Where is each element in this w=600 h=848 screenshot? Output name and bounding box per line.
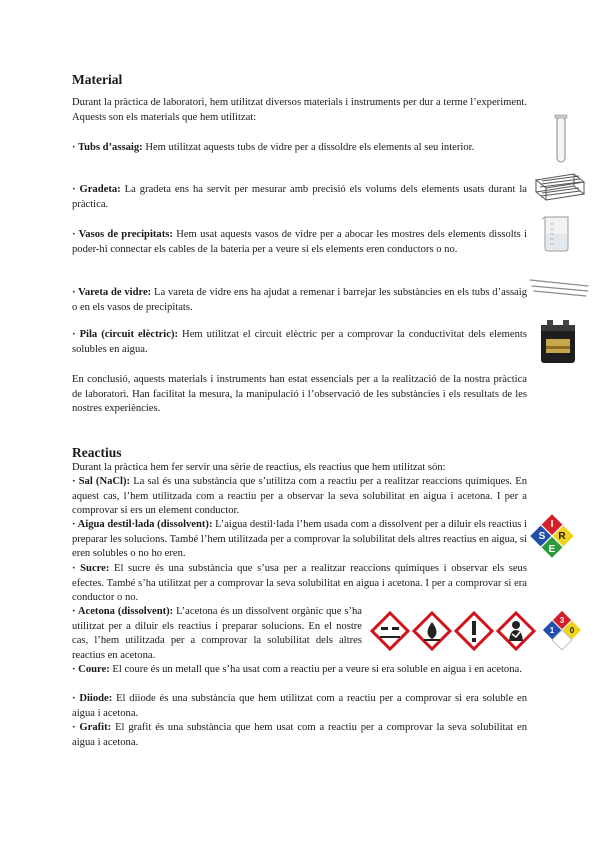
sire-r: R — [558, 531, 566, 542]
nfpa-diamond — [540, 608, 584, 652]
sire-i: I — [550, 519, 554, 530]
reactiu-grafit — [72, 721, 527, 750]
item-label: · Vareta de vidre: — [72, 287, 152, 298]
ghs-pictograms — [370, 610, 536, 654]
reactiu-sucre — [72, 562, 527, 606]
item-label: · Sal (NaCl): — [72, 476, 131, 487]
material-heading: Material — [72, 72, 123, 87]
nfpa-flammability: 3 — [559, 616, 565, 625]
reactiu-diiode — [72, 692, 527, 721]
material-item-glass-rod — [72, 286, 527, 315]
item-text: La gradeta ens ha servit per mesurar amb precisió els volums dels elements usats durant la pràctica. — [72, 184, 528, 210]
item-label: · Aigua destil·lada (dissolvent): — [72, 519, 213, 530]
material-conclusion: En conclusió, aquests materials i instruments han estat essencials per a la realització de la nostra pràctica de laboratori. Han facilitat la mesura, la manipulació i l’observació de les substàncies i els resultats de les nostres experiències. — [72, 374, 527, 415]
reactius-intro: Durant la pràctica hem fer servir una sèrie de reactius, els reactius que hem utilitzat són: — [72, 462, 446, 473]
item-text: El diiode és una substància que hem utilitzat com a reactiu per a comprovar si era soluble en aigua i acetona. — [72, 693, 527, 719]
item-label: · Acetona (dissolvent): — [72, 606, 174, 617]
sire-hazard-diamond — [528, 512, 576, 560]
reactiu-acetona — [72, 605, 362, 663]
material-item-beakers — [72, 228, 527, 257]
material-item-test-tubes — [72, 141, 527, 156]
item-text: El coure és un metall que s’ha usat com a reactiu per a veure si era soluble en aigua i en acetona. — [109, 664, 522, 675]
item-text: L’aigua destil·lada l’hem usada com a dissolvent per a diluir els reactius i preparar les solucions. També l’hem utilitzada per a comprovar la solubilitat dels altres reactius en aigua, si eren solubles o no ho eren. — [72, 519, 527, 560]
item-label: · Pila (circuit elèctric): — [72, 329, 179, 340]
item-label: · Diiode: — [72, 693, 113, 704]
nfpa-reactivity: 0 — [569, 626, 575, 635]
sire-s: S — [538, 531, 546, 542]
item-text: El sucre és una substància que s’usa per a realitzar reaccions químiques i observar els seus efectes. També s’ha utilitzat per a comprovar la seva solubilitat en aigua i acetona. I per a comprovar si era conductor o no. — [72, 563, 527, 604]
nfpa-health: 1 — [549, 626, 555, 635]
item-text: Hem usat aquests vasos de vidre per a abocar les mostres dels elements dissolts i poder-hi connectar els cables de la bateria per a veure si els elements eren conductors o no. — [72, 229, 527, 255]
item-label: · Grafit: — [72, 722, 112, 733]
glass-rod-icon — [528, 276, 590, 298]
item-text: Hem utilitzat el circuit elèctric per a comprovar la conductivitat dels elements solubles en aigua. — [72, 329, 527, 355]
tube-rack-icon — [534, 170, 586, 202]
item-text: Hem utilitzat aquests tubs de vidre per a dissoldre els elements al seu interior. — [142, 142, 475, 153]
reactiu-aigua — [72, 518, 527, 562]
item-text: L’acetona és un dissolvent orgànic que s’ha utilitzat per a diluir els reactius i preparar solucions. En el nostre cas, l’hem utilitzada per a comprovar la solubilitat dels altres reactius en acetona. — [72, 606, 362, 661]
test-tube-icon — [548, 114, 572, 166]
material-intro: Durant la pràctica de laboratori, hem utilitzat diversos materials i instruments per dur a terme l’experiment. Aquests son els materials que hem utilitzat: — [72, 97, 527, 123]
sire-e: E — [548, 544, 556, 555]
item-label: · Gradeta: — [72, 184, 121, 195]
reactiu-coure — [72, 663, 527, 678]
item-label: · Vasos de precipitats: — [72, 229, 173, 240]
corrosive-pictogram — [372, 613, 408, 649]
item-text: La sal és una substància que s’utilitza com a reactiu per a realitzar reaccions químiques. En aquest cas, l’hem utilitzada com a reactiu per a observar la seva solubilitat en aigua i acetona. I per a comprovar si ers un element conductor. — [72, 476, 527, 517]
item-text: La vareta de vidre ens ha ajudat a remenar i barrejar les substàncies en els tubs d’assaig o en els vasos de precipitats. — [72, 287, 528, 313]
health-hazard-pictogram — [498, 613, 534, 649]
battery-icon — [538, 317, 578, 365]
material-item-battery — [72, 328, 527, 357]
beaker-icon — [540, 214, 574, 254]
reactiu-sal — [72, 475, 527, 519]
item-text: El grafit és una substància que hem usat com a reactiu per a comprovar la seva solubilitat en aigua i acetona. — [72, 722, 527, 748]
reactius-heading: Reactius — [72, 445, 122, 460]
flammable-pictogram — [414, 613, 450, 649]
exclamation-pictogram — [456, 613, 492, 649]
material-item-rack — [72, 183, 527, 212]
item-label: · Sucre: — [72, 563, 110, 574]
item-label: · Coure: — [72, 664, 110, 675]
item-label: · Tubs d’assaig: — [72, 142, 143, 153]
